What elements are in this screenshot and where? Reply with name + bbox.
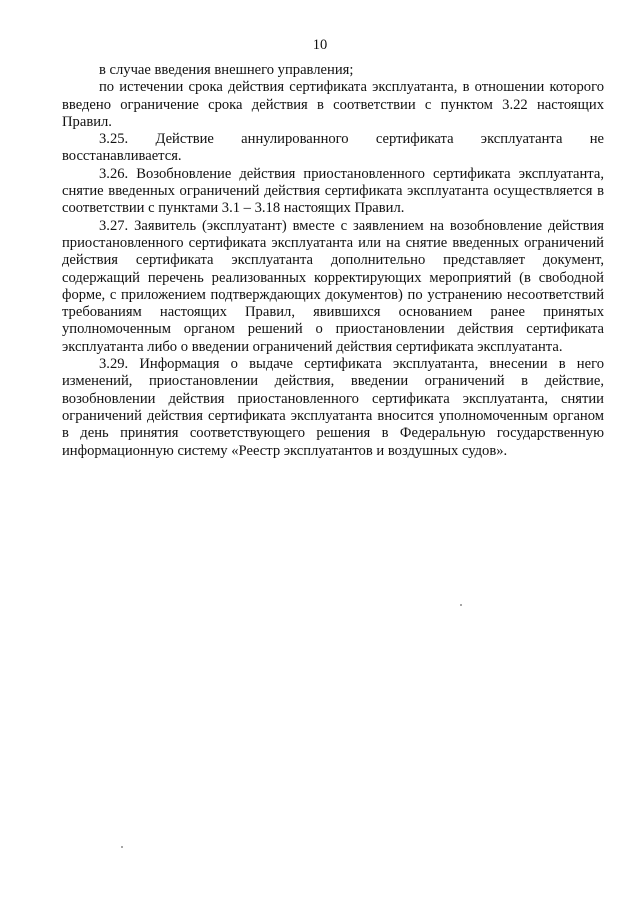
paragraph-external-management: в случае введения внешнего управления;	[99, 62, 354, 78]
paragraph-3-27: 3.27. Заявитель (эксплуатант) вместе с заявлением на возобновление действия приостановленного сертификата эксплуатанта или на снятие введенных ограничений действия сертификата эксплуатанта дополнительно представляет документ, содержащий перечень реализованных корректирующих мероприятий (в свободной форме, с приложением подтверждающих документов) по устранению несоответствий требованиям настоящих Правил, явившихся основанием ранее принятых уполномоченным органом решений о приостановлении действия сертификата эксплуатанта либо о введении ограничений действия сертификата эксплуатанта.	[62, 217, 604, 355]
document-body	[62, 62, 604, 460]
scan-speck	[460, 604, 462, 606]
paragraph-3-26: 3.26. Возобновление действия приостановленного сертификата эксплуатанта, снятие введенных ограничений действия сертификата эксплуатанта осуществляется в соответствии с пунктами 3.1 – 3.18 настоящих Правил.	[62, 165, 604, 217]
paragraph-3-25: 3.25. Действие аннулированного сертификата эксплуатанта не восстанавливается.	[62, 131, 604, 165]
paragraph-3-29: 3.29. Информация о выдаче сертификата эксплуатанта, внесении в него изменений, приостановлении действия, введении ограничений в действие, возобновлении действия приостановленного сертификата эксплуатанта, снятии ограничений действия сертификата эксплуатанта вносится уполномоченным органом в день принятия соответствующего решения в Федеральную государственную информационную систему «Реестр эксплуатантов и воздушных судов».	[62, 356, 604, 459]
scan-speck	[121, 846, 123, 848]
page-number: 10	[312, 37, 328, 53]
paragraph-expiry-term: по истечении срока действия сертификата эксплуатанта, в отношении которого введено ограничение срока действия в соответствии с пунктом 3.22 настоящих Правил.	[62, 79, 604, 130]
